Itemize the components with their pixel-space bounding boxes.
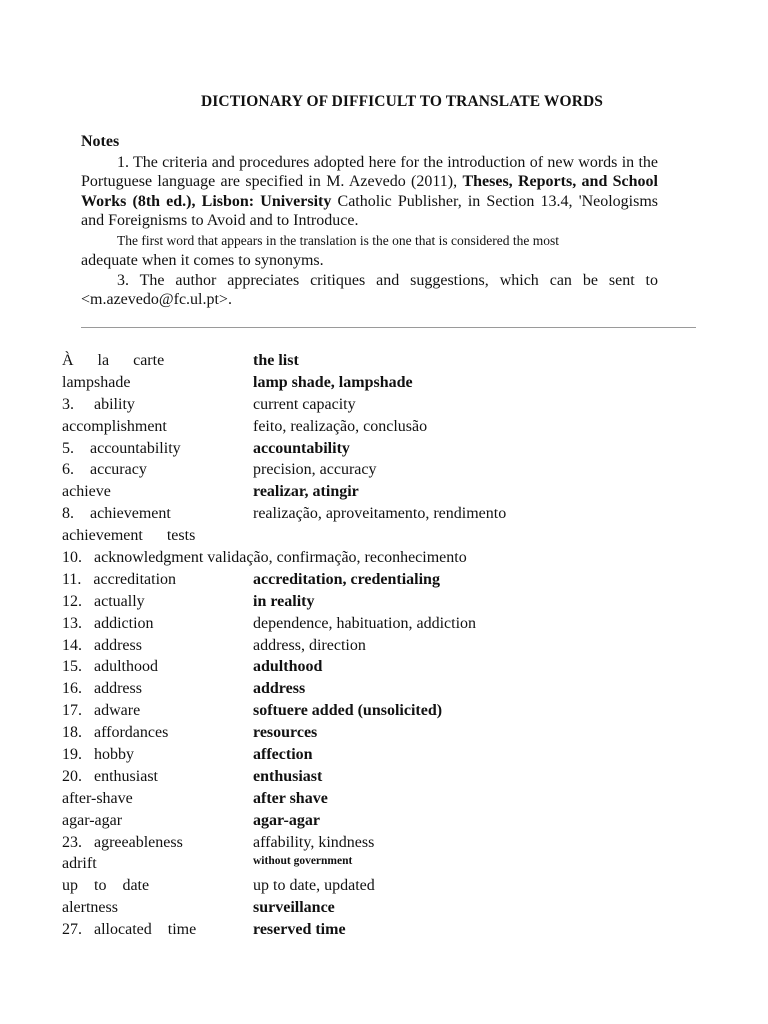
dictionary-entries xyxy=(0,350,768,941)
entry-term: achievement tests xyxy=(62,527,196,545)
entry-translation: reserved time xyxy=(253,921,346,939)
entry-translation: adulthood xyxy=(253,658,323,676)
entry-translation: surveillance xyxy=(253,899,335,917)
entry-translation: dependence, habituation, addiction xyxy=(253,614,477,632)
entry-term: 11. accreditation xyxy=(62,570,177,588)
entry-term: accomplishment xyxy=(62,417,167,435)
note-2-line-2: adequate when it comes to synonyms. xyxy=(81,251,324,269)
dictionary-entry xyxy=(0,919,768,941)
section-divider xyxy=(81,327,696,328)
entry-term: À la carte xyxy=(62,352,165,369)
entry-term: 27. allocated time xyxy=(62,921,197,939)
dictionary-entry xyxy=(0,744,768,766)
entry-translation: in reality xyxy=(253,592,315,610)
entry-term: up to date xyxy=(62,877,150,895)
document-title: DICTIONARY OF DIFFICULT TO TRANSLATE WORDS xyxy=(200,93,603,110)
dictionary-entry xyxy=(0,459,768,481)
note-2-line-1: The first word that appears in the translation is the one that is considered the most xyxy=(117,232,560,248)
entry-translation: affability, kindness xyxy=(253,833,375,851)
dictionary-entry xyxy=(0,722,768,744)
entry-translation: current capacity xyxy=(253,395,356,413)
entry-term: 10. acknowledgment validação, confirmação, reconhecimento xyxy=(62,549,467,567)
entry-term: 18. affordances xyxy=(62,724,169,742)
note-1-end: Catholic Publisher, in Section 13.4, 'Neologisms and Foreignisms to Avoid and to Introduce. xyxy=(81,192,659,230)
entry-translation: agar-agar xyxy=(253,811,320,829)
entry-translation: resources xyxy=(253,724,318,742)
dictionary-entry xyxy=(0,547,768,569)
entry-translation: accreditation, credentialing xyxy=(253,570,440,588)
dictionary-entry xyxy=(0,875,768,897)
entry-translation: up to date, updated xyxy=(253,877,375,895)
dictionary-entry xyxy=(0,766,768,788)
dictionary-entry xyxy=(0,635,768,657)
entry-term: achieve xyxy=(62,483,111,501)
note-1-text: 1. The criteria and procedures adopted here for the introduction of new words in the Portuguese language are specified in M. Azevedo (2011), xyxy=(81,153,658,191)
dictionary-entry xyxy=(0,591,768,613)
entry-translation: address xyxy=(253,680,306,698)
entry-translation: realizar, atingir xyxy=(253,483,359,501)
note-1 xyxy=(81,153,658,231)
dictionary-entry xyxy=(0,372,768,394)
entry-translation: after shave xyxy=(253,789,328,807)
entry-translation: lamp shade, lampshade xyxy=(253,373,413,391)
dictionary-entry xyxy=(0,350,768,372)
dictionary-entry xyxy=(0,503,768,525)
notes-section xyxy=(81,132,658,310)
note-3: 3. The author appreciates critiques and suggestions, which can be sent to <m.azevedo@fc.ul.pt>. xyxy=(81,271,658,309)
entry-translation: precision, accuracy xyxy=(253,461,377,479)
dictionary-entry xyxy=(0,678,768,700)
dictionary-entry xyxy=(0,438,768,460)
entry-term: 5. accountability xyxy=(62,439,181,457)
entry-term: 19. hobby xyxy=(62,746,134,764)
entry-term: alertness xyxy=(62,899,118,917)
entry-term: agar-agar xyxy=(62,811,123,829)
dictionary-entry xyxy=(0,788,768,810)
entry-term: 3. ability xyxy=(62,395,135,413)
dictionary-entry xyxy=(0,613,768,635)
entry-term: after-shave xyxy=(62,789,133,807)
entry-translation: without government xyxy=(253,855,353,868)
entry-term: lampshade xyxy=(62,373,131,391)
entry-term: 8. achievement xyxy=(62,505,171,523)
entry-term: 16. address xyxy=(62,680,142,698)
dictionary-entry xyxy=(0,525,768,547)
entry-translation: softuere added (unsolicited) xyxy=(253,702,443,720)
entry-term: 20. enthusiast xyxy=(62,767,158,785)
dictionary-entry xyxy=(0,416,768,438)
entry-term: adrift xyxy=(62,855,97,873)
dictionary-entry xyxy=(0,656,768,678)
dictionary-entry xyxy=(0,569,768,591)
entry-term: 6. accuracy xyxy=(62,461,147,479)
entry-translation: affection xyxy=(253,746,313,764)
entry-term: 12. actually xyxy=(62,592,145,610)
entry-term: 17. adware xyxy=(62,702,141,720)
entry-term: 13. addiction xyxy=(62,614,154,632)
notes-heading: Notes xyxy=(81,133,120,150)
dictionary-entry xyxy=(0,700,768,722)
entry-translation: realização, aproveitamento, rendimento xyxy=(253,505,507,523)
dictionary-entry xyxy=(0,832,768,854)
entry-translation: the list xyxy=(253,352,299,369)
note-1-bold-citation: Theses, Reports, and School Works (8th ed.), Lisbon: University xyxy=(81,173,659,210)
entry-translation: feito, realização, conclusão xyxy=(253,417,428,435)
dictionary-entry xyxy=(0,853,768,875)
entry-term: 15. adulthood xyxy=(62,658,158,676)
entry-translation: address, direction xyxy=(253,636,366,654)
entry-translation: enthusiast xyxy=(253,767,323,785)
entry-term: 14. address xyxy=(62,636,142,654)
entry-translation: accountability xyxy=(253,439,350,457)
dictionary-entry xyxy=(0,810,768,832)
dictionary-entry xyxy=(0,394,768,416)
dictionary-entry xyxy=(0,481,768,503)
dictionary-entry xyxy=(0,897,768,919)
entry-term: 23. agreeableness xyxy=(62,833,183,851)
